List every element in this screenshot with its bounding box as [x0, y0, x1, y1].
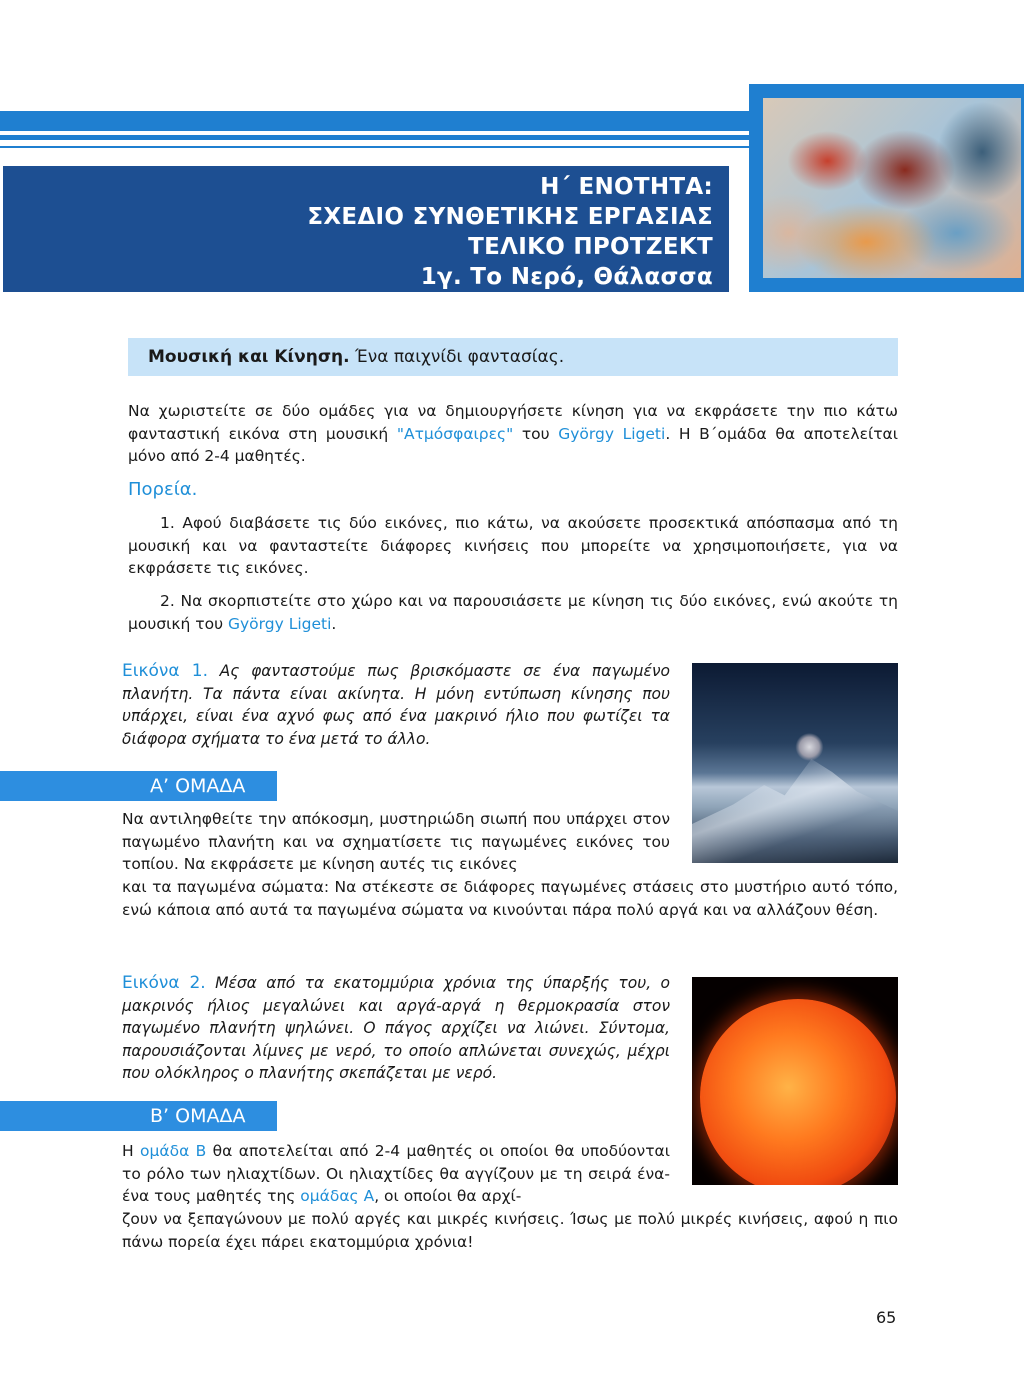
image-2-label: Εικόνα 2.: [122, 973, 206, 993]
chapter-subtitle: ΤΕΛΙΚΟ ΠΡΟΤΖΕΚΤ: [468, 234, 713, 260]
sun-disc-shape: [700, 999, 896, 1185]
group-a-link-text: ομάδας Α: [300, 1187, 375, 1205]
image-1-description: Εικόνα 1. Ας φανταστούμε πως βρισκόμαστε σε ένα παγωμένο πλανήτη. Τα πάντα είναι ακίνητα. Η μόνη εντύπωση κίνησης που υπάρχει, είναι ένα αχνό φως από ένα μακρινό ήλιο που φωτίζει τα διάφορα σχήματα το ένα μετά το άλλο.: [122, 661, 670, 748]
intro-paragraph: Να χωριστείτε σε δύο ομάδες για να δημιουργήσετε κίνηση για να εκφράσετε την πιο κάτω φανταστική εικόνα στη μουσική "Ατμόσφαιρες" του György Ligeti. Η Β΄ομάδα θα αποτελείται μόνο από 2-4 μαθητές.: [128, 402, 899, 465]
poreia-heading: Πορεία.: [128, 479, 198, 500]
chapter-number: Η΄ ΕΝΟΤΗΤΑ:: [540, 174, 713, 200]
chapter-header: [3, 166, 729, 292]
music-piece-title: "Ατμόσφαιρες": [396, 424, 514, 443]
sun-image: [692, 977, 898, 1185]
team-b-text-narrow: Η ομάδα Β θα αποτελείται από 2-4 μαθητές οι οποίοι θα υποδύονται το ρόλο των ηλιαχτίδων. Οι ηλιαχτίδες θα αγγίζουν με τη σειρά ένα-ένα τους μαθητές της ομάδας Α, οι οποίοι θα αρχί-: [122, 1142, 670, 1205]
header-stripe-thick: [0, 111, 749, 131]
image-2-description: Εικόνα 2. Μέσα από τα εκατομμύρια χρόνια της ύπαρξής του, ο μακρινός ήλιος μεγαλώνει και αργά-αργά η θερμοκρασία στον παγωμένο πλανήτη ψηλώνει. Ο πάγος αρχίζει να λιώνει. Σύντομα, παρουσιάζονται λίμνες με νερό, το οποίο απλώνεται συνεχώς, μέχρι που ολόκληρος ο πλανήτης σκεπάζεται με νερό.: [122, 973, 670, 1082]
composer-name: György Ligeti: [227, 614, 332, 633]
section-title-rest: Ένα παιχνίδι φαντασίας.: [349, 347, 565, 367]
team-a-label: Α’ ΟΜΑΔΑ: [0, 771, 277, 801]
header-stripe-line: [0, 146, 749, 148]
composer-name: György Ligeti: [558, 424, 666, 443]
section-title-bold: Μουσική και Κίνηση.: [148, 347, 350, 367]
group-b-link-text: ομάδα Β: [140, 1142, 207, 1160]
musicians-painting-image: [763, 98, 1021, 278]
team-b-text-wide: ζουν να ξεπαγώνουν με πολύ αργές και μικρές κινήσεις. Ίσως με πολύ μικρές κινήσεις, αφού η πιο πάνω πορεία έχει πάρει εκατομμύρια χρόνια!: [122, 1210, 898, 1251]
team-b-label: Β’ ΟΜΑΔΑ: [0, 1101, 277, 1131]
team-a-text-wide: και τα παγωμένα σώματα: Να στέκεστε σε διάφορες παγωμένες στάσεις στο μυστήριο αυτό τόπο, ενώ κάποια από αυτά τα παγωμένα σώματα να κινούνται πάρα πολύ αργά και να αλλάζουν θέση.: [122, 878, 898, 919]
page-number: 65: [876, 1308, 897, 1327]
step-1: 1. Αφού διαβάσετε τις δύο εικόνες, πιο κάτω, να ακούσετε προσεκτικά απόσπασμα από τη μουσική και να φανταστείτε διάφορες κινήσεις που μπορείτε να χρησιμοποιήσετε, για να εκφράσετε τις εικόνες.: [128, 514, 898, 577]
header-stripe-thin: [0, 135, 749, 140]
chapter-topic: 1γ. Το Νερό, Θάλασσα: [420, 264, 713, 290]
team-a-text-narrow: Να αντιληφθείτε την απόκοσμη, μυστηριώδη σιωπή που υπάρχει στον παγωμένο πλανήτη και να σχηματίσετε τις παγωμένες εικόνες του τοπίου. Να εκφράσετε με κίνηση αυτές τις εικόνες: [122, 810, 670, 873]
image-1-label: Εικόνα 1.: [122, 661, 208, 681]
step-2: 2. Να σκορπιστείτε στο χώρο και να παρουσιάσετε με κίνηση τις δύο εικόνες, ενώ ακούτε τη μουσική του György Ligeti.: [128, 592, 898, 633]
section-title-bar: [128, 338, 898, 376]
chapter-title: ΣΧΕΔΙΟ ΣΥΝΘΕΤΙΚΗΣ ΕΡΓΑΣΙΑΣ: [307, 204, 713, 230]
